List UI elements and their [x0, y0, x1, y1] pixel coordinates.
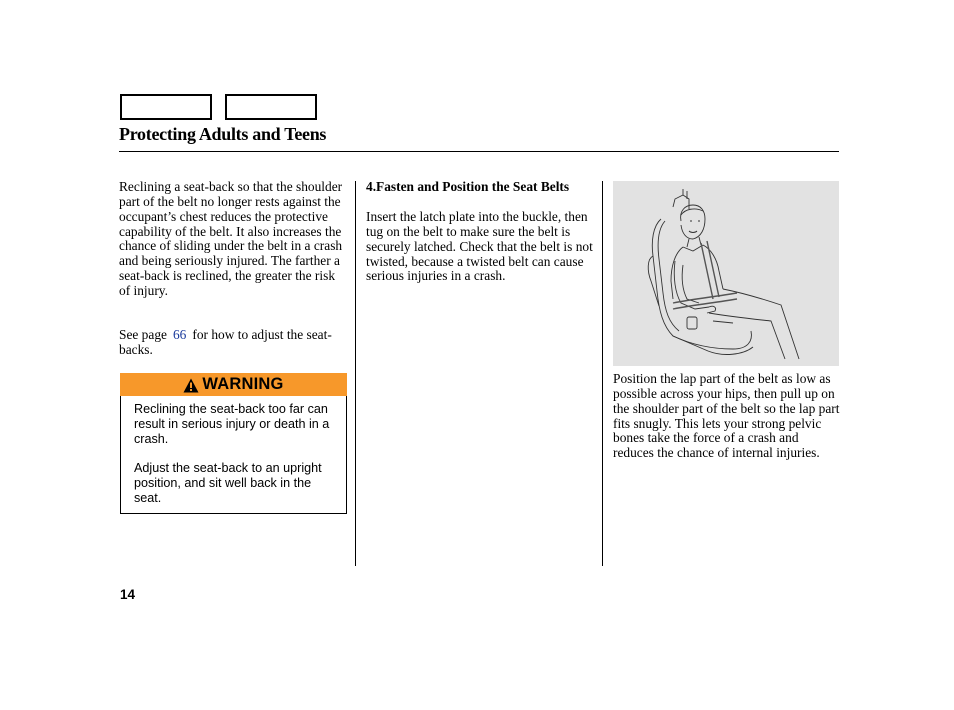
seated-passenger-illustration: [613, 181, 839, 366]
warning-text-1: Reclining the seat-back too far can result in serious injury or death in a crash.: [134, 402, 330, 446]
recline-warning-paragraph: Reclining a seat-back so that the shoulder part of the belt no longer rests against the occupant’s chest reduces the protective capability of the belt. It also increases the chance of sliding under the belt in a crash and being seriously injured. The farther a seat-back is reclined, the greater the risk of injury.: [119, 179, 343, 298]
fasten-instructions-paragraph: Insert the latch plate into the buckle, then tug on the belt to make sure the belt is securely latched. Check that the belt is not twisted, because a twisted belt can cause serious injuries in a crash.: [366, 209, 593, 284]
step-heading: 4.Fasten and Position the Seat Belts: [366, 179, 570, 194]
column-divider-2: [602, 181, 603, 566]
lap-belt-paragraph: Position the lap part of the belt as low as possible across your hips, then pull up on the shoulder part of the belt so the lap part fits snugly. This lets your strong pelvic bones take the force of a crash and reduces the chance of internal injuries.: [613, 371, 840, 461]
see-page-suffix: for how to adjust the seat-backs.: [119, 327, 332, 357]
page-66-link[interactable]: 66: [172, 327, 187, 342]
page-number: 14: [120, 587, 136, 602]
see-page-prefix: See page: [119, 327, 167, 342]
nav-tab-box-2[interactable]: [225, 94, 317, 120]
title-divider: [119, 151, 839, 152]
warning-triangle-icon: [183, 378, 199, 393]
warning-box: [120, 396, 347, 514]
column-divider-1: [355, 181, 356, 566]
see-page-reference: [119, 328, 345, 358]
warning-text-2: Adjust the seat-back to an upright position, and sit well back in the seat.: [134, 461, 322, 505]
page-title: Protecting Adults and Teens: [119, 124, 327, 144]
warning-label: WARNING: [202, 375, 284, 393]
warning-header: [120, 373, 347, 396]
nav-tab-box-1[interactable]: [120, 94, 212, 120]
